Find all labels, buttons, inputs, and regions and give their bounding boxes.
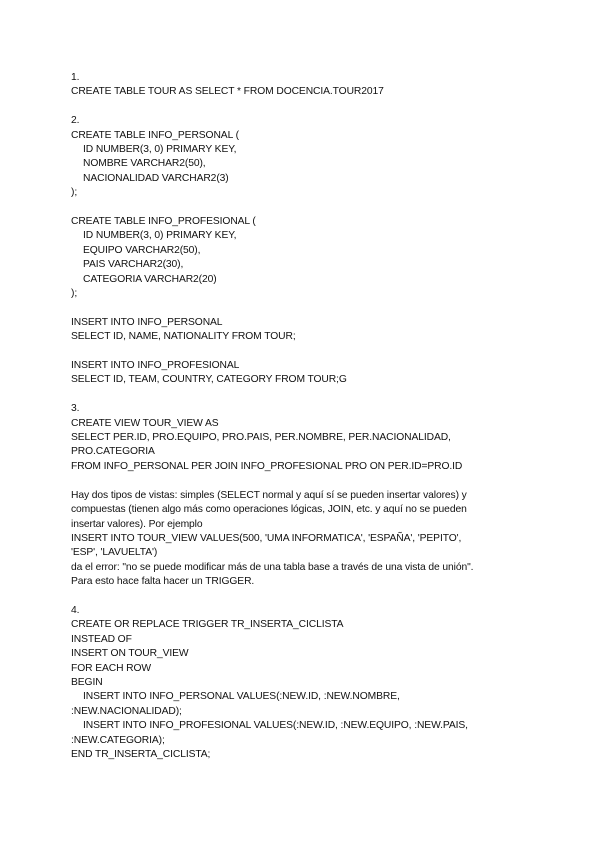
section-2 — [71, 114, 581, 388]
text-line: INSERT INTO INFO_PROFESIONAL — [71, 360, 240, 372]
text-line: da el error: "no se puede modificar más de una tabla base a través de una vista de unión". — [71, 561, 474, 573]
text-line: SELECT ID, NAME, NATIONALITY FROM TOUR; — [71, 331, 296, 343]
text-line: END TR_INSERTA_CICLISTA; — [71, 748, 211, 760]
text-line: ); — [71, 187, 78, 199]
text-line: CREATE OR REPLACE TRIGGER TR_INSERTA_CICLISTA — [71, 619, 344, 631]
text-line: ); — [71, 288, 78, 300]
text-line: BEGIN — [71, 676, 103, 688]
text-line: SELECT PER.ID, PRO.EQUIPO, PRO.PAIS, PER.NOMBRE, PER.NACIONALIDAD, — [71, 432, 451, 444]
text-line: :NEW.CATEGORIA); — [71, 734, 165, 746]
text-line: CREATE VIEW TOUR_VIEW AS — [71, 417, 219, 429]
section-1 — [71, 71, 581, 100]
section-3 — [71, 402, 581, 589]
section-number: 4. — [71, 604, 80, 616]
text-line: INSERT INTO INFO_PERSONAL VALUES(:NEW.ID, :NEW.NOMBRE, — [83, 691, 400, 703]
section-number: 2. — [71, 115, 80, 127]
section-gap — [71, 388, 581, 402]
text-line: FOR EACH ROW — [71, 662, 152, 674]
text-line: INSERT INTO INFO_PERSONAL — [71, 316, 223, 328]
text-line: NACIONALIDAD VARCHAR2(3) — [83, 172, 229, 184]
section-4 — [71, 604, 581, 762]
text-line: INSTEAD OF — [71, 633, 132, 645]
text-line: EQUIPO VARCHAR2(50), — [83, 244, 201, 256]
text-line: CREATE TABLE INFO_PERSONAL ( — [71, 129, 239, 141]
text-line: ID NUMBER(3, 0) PRIMARY KEY, — [83, 230, 237, 242]
text-line: compuestas (tienen algo más como operaciones lógicas, JOIN, etc. y aquí no se pueden — [71, 504, 467, 516]
text-line: INSERT ON TOUR_VIEW — [71, 648, 189, 660]
text-line: CREATE TABLE TOUR AS SELECT * FROM DOCENCIA.TOUR2017 — [71, 86, 384, 98]
text-line: INSERT INTO INFO_PROFESIONAL VALUES(:NEW.ID, :NEW.EQUIPO, :NEW.PAIS, — [83, 720, 468, 732]
text-line: NOMBRE VARCHAR2(50), — [83, 158, 206, 170]
blank-line — [71, 345, 581, 359]
section-gap — [71, 590, 581, 604]
text-line: 'ESP', 'LAVUELTA') — [71, 547, 158, 559]
section-number: 1. — [71, 72, 80, 83]
text-line: insertar valores). Por ejemplo — [71, 518, 203, 530]
text-line: ID NUMBER(3, 0) PRIMARY KEY, — [83, 144, 237, 156]
section-number: 3. — [71, 403, 80, 415]
text-line: INSERT INTO TOUR_VIEW VALUES(500, 'UMA INFORMATICA', 'ESPAÑA', 'PEPITO', — [71, 532, 462, 544]
document-body — [71, 71, 581, 762]
text-line: :NEW.NACIONALIDAD); — [71, 705, 182, 717]
blank-line — [71, 474, 581, 488]
text-line: Hay dos tipos de vistas: simples (SELECT normal y aquí sí se pueden insertar valores) y — [71, 489, 467, 501]
text-line: FROM INFO_PERSONAL PER JOIN INFO_PROFESIONAL PRO ON PER.ID=PRO.ID — [71, 460, 463, 472]
text-line: CREATE TABLE INFO_PROFESIONAL ( — [71, 216, 256, 228]
text-line: PAIS VARCHAR2(30), — [83, 259, 184, 271]
text-line: PRO.CATEGORIA — [71, 446, 155, 458]
blank-line — [71, 201, 581, 215]
text-line: Para esto hace falta hacer un TRIGGER. — [71, 576, 255, 588]
text-line: CATEGORIA VARCHAR2(20) — [83, 273, 217, 285]
text-line: SELECT ID, TEAM, COUNTRY, CATEGORY FROM TOUR;G — [71, 374, 347, 386]
blank-line — [71, 301, 581, 315]
section-gap — [71, 100, 581, 114]
